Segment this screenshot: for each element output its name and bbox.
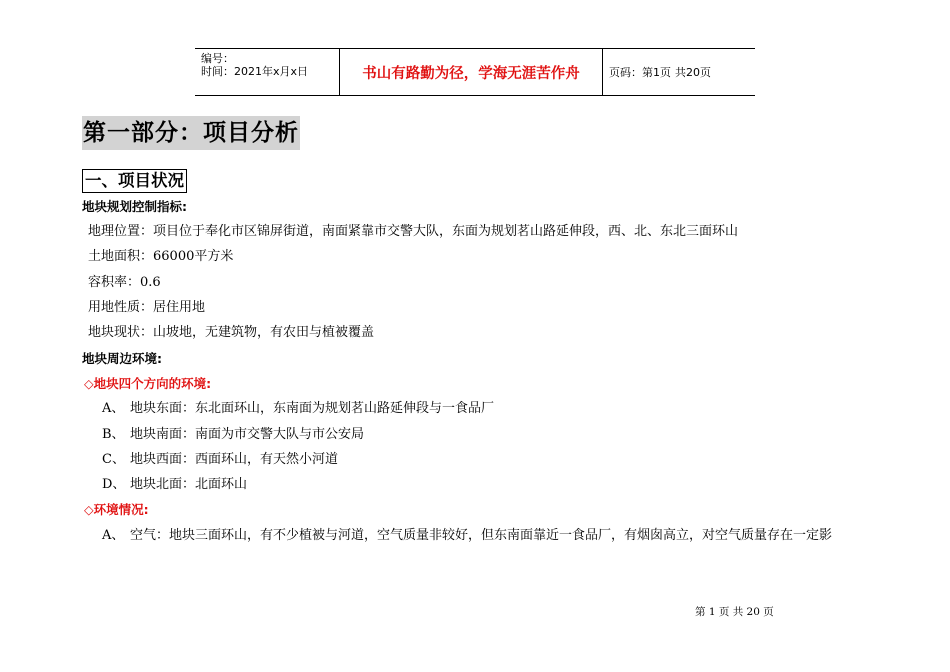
plot-land-use: 用地性质：居住用地 (88, 300, 206, 315)
header-page-total: 共20页 (675, 66, 711, 79)
surroundings-heading: 地块周边环境: (82, 351, 162, 366)
plot-ratio: 容积率：0.6 (88, 275, 161, 290)
list-item-marker: A、 (102, 528, 125, 543)
list-item-text: 地块北面：北面环山 (130, 477, 248, 492)
plot-control-heading: 地块规划控制指标: (82, 199, 187, 214)
list-item-text: 地块东面：东北面环山，东南面为规划茗山路延伸段与一食品厂 (130, 401, 495, 416)
list-item-text: 地块西面：西面环山，有天然小河道 (130, 452, 339, 467)
header-number-label: 编号： (201, 52, 234, 65)
list-item-text: 空气：地块三面环山，有不少植被与河道，空气质量非较好，但东南面靠近一食品厂，有烟囱高立，对空气质量存在一定影 (130, 528, 833, 543)
environment-heading: ◇环境情况: (84, 502, 149, 517)
subsection-title: 一、项目状况 (82, 169, 187, 193)
plot-status: 地块现状：山坡地，无建筑物，有农田与植被覆盖 (88, 325, 375, 340)
list-item (102, 528, 832, 544)
plot-area: 土地面积：66000平方米 (88, 249, 234, 264)
header-motto: 书山有路勤为径，学海无涯苦作舟 (339, 49, 603, 95)
list-item (102, 452, 338, 468)
header-page-info (603, 49, 755, 95)
list-item (102, 477, 247, 493)
list-item-marker: A、 (102, 401, 125, 416)
section-title: 第一部分：项目分析 (82, 116, 300, 150)
list-item-text: 地块南面：南面为市交警大队与市公安局 (130, 427, 365, 442)
list-item-marker: B、 (102, 427, 125, 442)
document-header (195, 48, 755, 96)
list-item-marker: D、 (102, 477, 126, 492)
header-page-label: 页码：第1页 (609, 66, 671, 79)
four-directions-heading: ◇地块四个方向的环境: (84, 376, 212, 391)
plot-location: 地理位置：项目位于奉化市区锦屏街道，南面紧靠市交警大队，东面为规划茗山路延伸段，西、北、东北三面环山 (88, 224, 739, 239)
list-item-marker: C、 (102, 452, 125, 467)
header-time-label: 时间：2021年x月x日 (201, 65, 309, 78)
list-item (102, 401, 494, 417)
header-meta (195, 49, 339, 95)
list-item (102, 427, 364, 443)
page-footer: 第 1 页 共 20 页 (695, 606, 774, 618)
